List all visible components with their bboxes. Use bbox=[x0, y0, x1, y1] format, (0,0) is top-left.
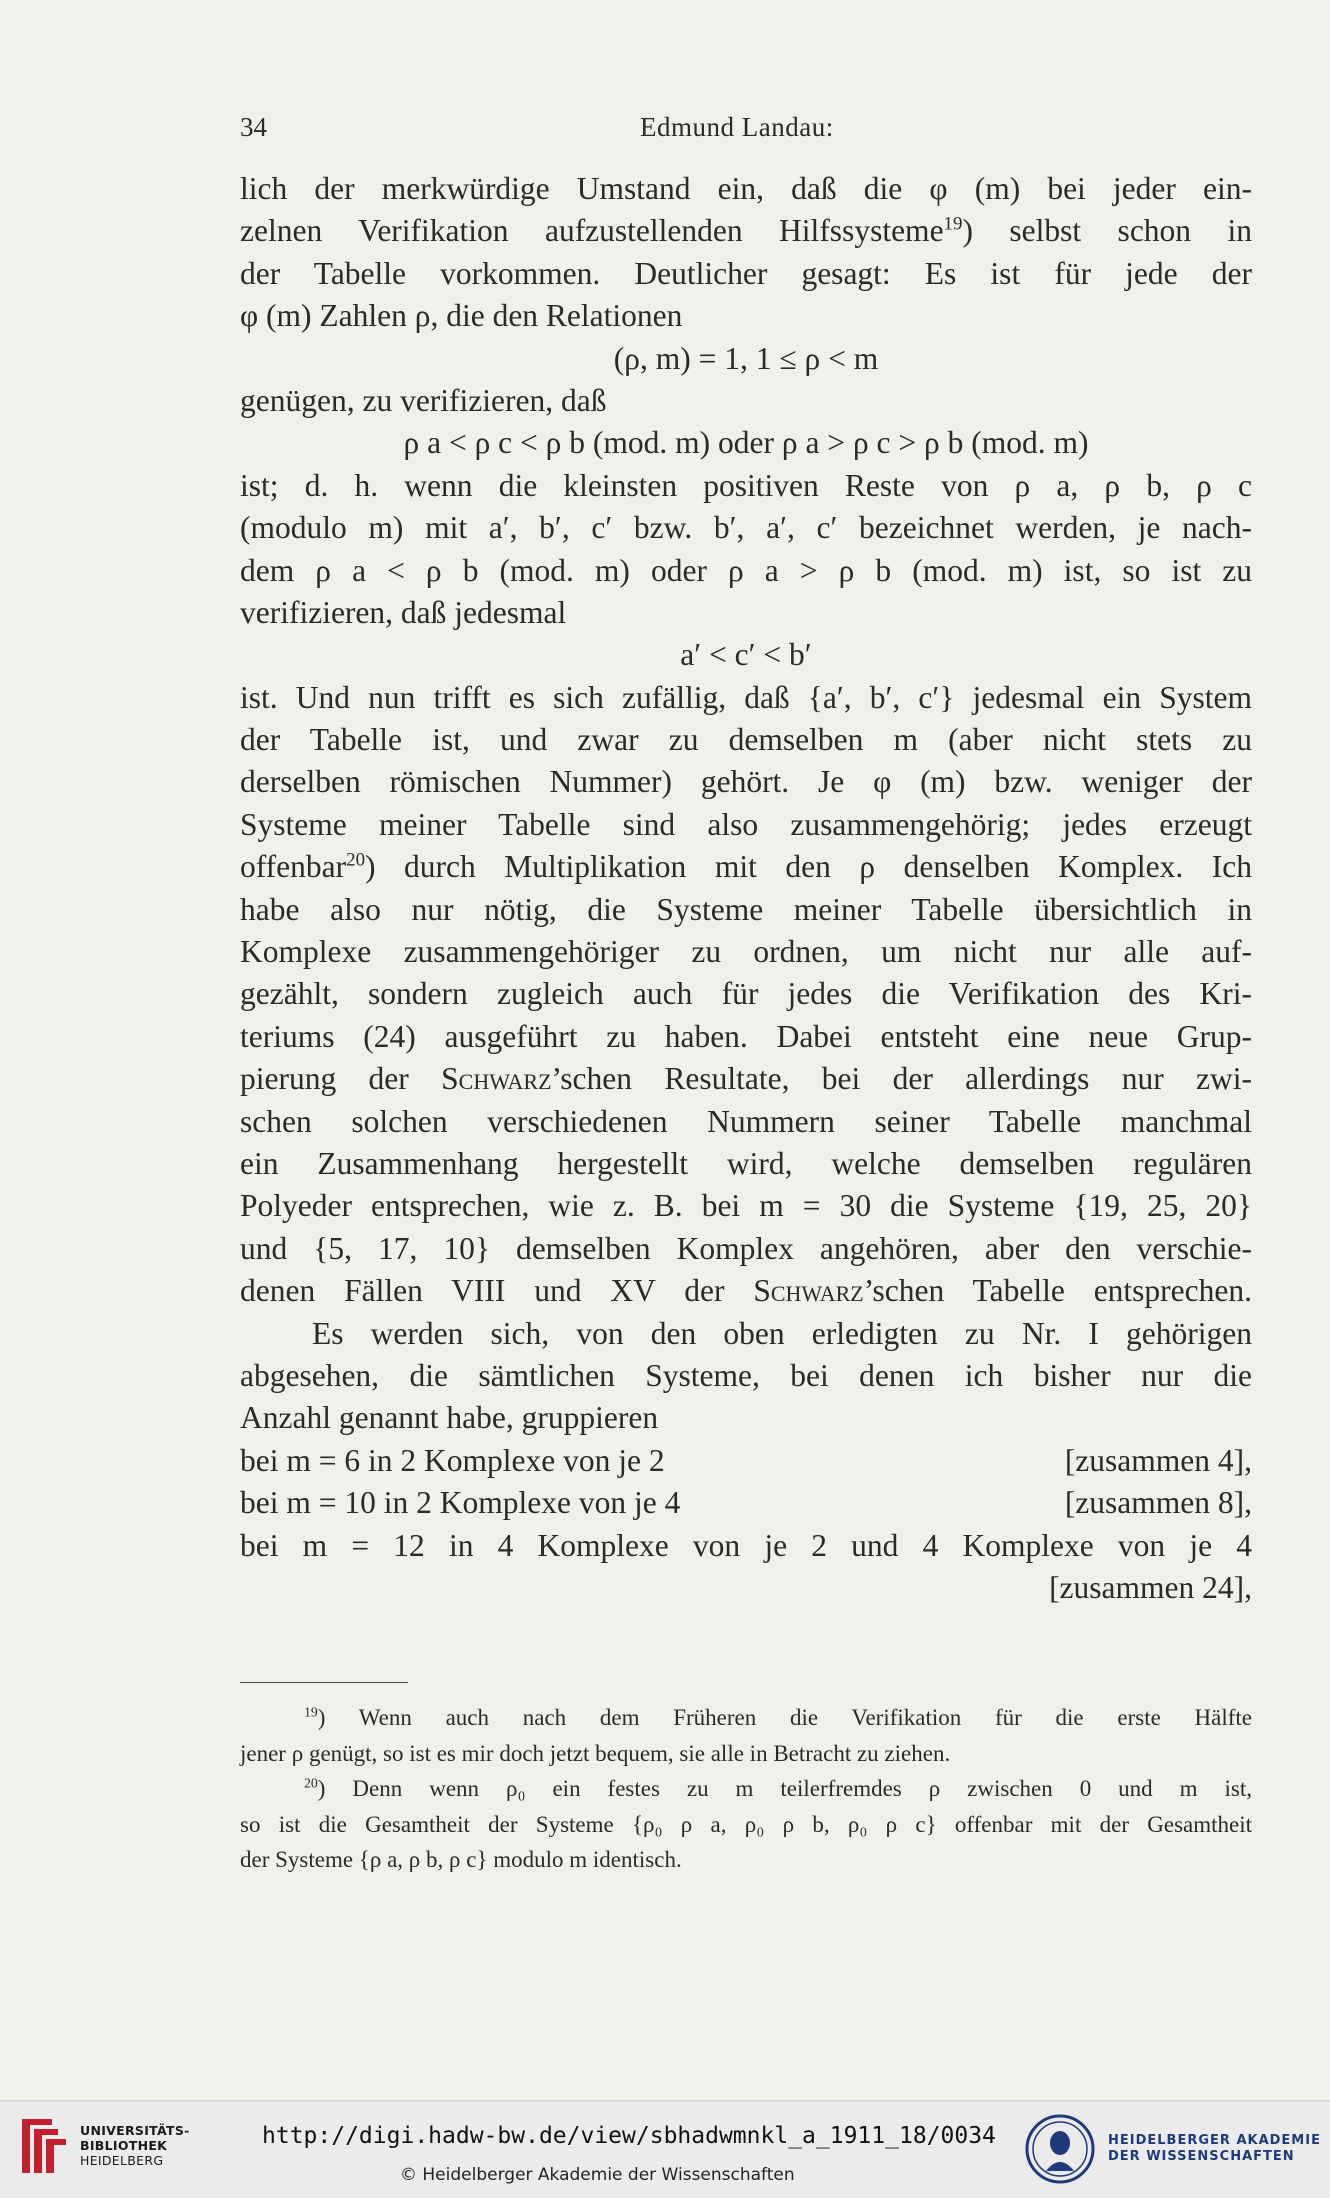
text-line: lich der merkwürdige Umstand ein, daß die φ (m) bei jeder ein- bbox=[240, 171, 1252, 206]
text-line: abgesehen, die sämtlichen Systeme, bei denen ich bisher nur die bbox=[240, 1357, 1252, 1393]
text-line: und {5, 17, 10} demselben Komplex angehören, aber den verschie- bbox=[240, 1230, 1252, 1266]
footnote-ref: 19 bbox=[943, 213, 963, 235]
grouping-row bbox=[240, 1567, 1252, 1609]
footnotes bbox=[240, 1700, 1252, 1878]
text-line: ist. Und nun trifft es sich zufällig, daß {a′, b′, c′} jedesmal ein System bbox=[240, 679, 1252, 715]
academy-seal-icon bbox=[1024, 2113, 1096, 2185]
grouping-row bbox=[240, 1482, 1252, 1524]
text-line: denen Fällen VIII und XV der Schwarz’schen Tabelle entsprechen. bbox=[240, 1273, 1252, 1309]
grouping-left: bei m = 10 in 2 Komplexe von je 4 bbox=[240, 1485, 681, 1521]
text-line: φ (m) Zahlen ρ, die den Relationen bbox=[240, 298, 683, 334]
text-line: dem ρ a < ρ b (mod. m) oder ρ a > ρ b (mod. m) ist, so ist zu bbox=[240, 552, 1252, 588]
copyright-notice: © Heidelberger Akademie der Wissenschaften bbox=[400, 2165, 795, 2185]
author-name: Schwarz bbox=[753, 1273, 864, 1309]
author-name: Schwarz bbox=[441, 1061, 552, 1097]
text-line: Systeme meiner Tabelle sind also zusammengehörig; jedes erzeugt bbox=[240, 806, 1252, 842]
footnote-19: $^{19}$) Wenn auch nach dem Früheren die Verifikation für die erste Hälfte bbox=[304, 1704, 1252, 1730]
library-name: UNIVERSITÄTS- BIBLIOTHEK HEIDELBERG bbox=[80, 2123, 190, 2168]
viewer-footer bbox=[0, 2100, 1330, 2198]
running-title: Edmund Landau: bbox=[640, 112, 834, 142]
formula: (ρ, m) = 1, 1 ≤ ρ < m bbox=[613, 340, 879, 376]
text-line: ein Zusammenhang hergestellt wird, welche demselben regulären bbox=[240, 1145, 1252, 1181]
text-line: habe also nur nötig, die Systeme meiner Tabelle übersichtlich in bbox=[240, 891, 1252, 927]
text-line: der Tabelle ist, und zwar zu demselben m (aber nicht stets zu bbox=[240, 722, 1252, 758]
page-number: 34 bbox=[240, 112, 267, 142]
text-line: Komplexe zusammengehöriger zu ordnen, um nicht nur alle auf- bbox=[240, 934, 1252, 970]
text-line: der Tabelle vorkommen. Deutlicher gesagt: Es ist für jede der bbox=[240, 255, 1252, 291]
footnote-ref: 20 bbox=[346, 849, 366, 871]
text-line: zelnen Verifikation aufzustellenden Hilfssysteme$^{19}$) selbst schon in bbox=[240, 213, 1252, 249]
text-line: genügen, zu verifizieren, daß bbox=[240, 382, 607, 418]
text-line: teriums (24) ausgeführt zu haben. Dabei entsteht eine neue Grup- bbox=[240, 1018, 1252, 1054]
formula: ρ a < ρ c < ρ b (mod. m) oder ρ a > ρ c > ρ b (mod. m) bbox=[403, 425, 1089, 461]
text-line: offenbar$^{20}$) durch Multiplikation mit den ρ denselben Komplex. Ich bbox=[240, 849, 1252, 885]
footnote-20: $^{20}$) Denn wenn ρ₀ ein festes zu m teilerfremdes ρ zwischen 0 und m ist, bbox=[304, 1775, 1252, 1801]
text-line: schen solchen verschiedenen Nummern seiner Tabelle manchmal bbox=[240, 1103, 1252, 1139]
text-line: derselben römischen Nummer) gehört. Je φ (m) bzw. weniger der bbox=[240, 764, 1252, 800]
page-header bbox=[240, 112, 1250, 152]
body-text bbox=[240, 168, 1252, 1609]
footnote-text: so ist die Gesamtheit der Systeme {ρ₀ ρ a, ρ₀ ρ b, ρ₀ ρ c} offenbar mit der Gesamtheit bbox=[240, 1811, 1252, 1837]
text-line: Es werden sich, von den oben erledigten zu Nr. I gehörigen bbox=[312, 1315, 1252, 1351]
grouping-left: bei m = 6 in 2 Komplexe von je 2 bbox=[240, 1442, 665, 1478]
text-line: verifizieren, daß jedesmal bbox=[240, 594, 567, 630]
permalink-url[interactable]: http://digi.hadw-bw.de/view/sbhadwmnkl_a_1911_18/0034 bbox=[262, 2123, 996, 2149]
text-line: Anzahl genannt habe, gruppieren bbox=[240, 1400, 659, 1436]
grouping-total: [zusammen 8], bbox=[1064, 1485, 1252, 1521]
footnote-divider bbox=[240, 1682, 408, 1683]
grouping-row bbox=[240, 1440, 1252, 1482]
text-line: Polyeder entsprechen, wie z. B. bei m = 30 die Systeme {19, 25, 20} bbox=[240, 1188, 1252, 1224]
text-line: gezählt, sondern zugleich auch für jedes die Verifikation des Kri- bbox=[240, 976, 1252, 1012]
footnote-text: der Systeme {ρ a, ρ b, ρ c} modulo m identisch. bbox=[240, 1847, 682, 1872]
grouping-row: bei m = 12 in 4 Komplexe von je 2 und 4 Komplexe von je 4 bbox=[240, 1527, 1252, 1563]
text-line: pierung der Schwarz’schen Resultate, bei der allerdings nur zwi- bbox=[240, 1061, 1252, 1097]
text-line: (modulo m) mit a′, b′, c′ bzw. b′, a′, c′ bezeichnet werden, je nach- bbox=[240, 510, 1252, 546]
grouping-total: [zusammen 4], bbox=[1064, 1442, 1252, 1478]
formula: a′ < c′ < b′ bbox=[680, 637, 812, 673]
text-line: ist; d. h. wenn die kleinsten positiven Reste von ρ a, ρ b, ρ c bbox=[240, 467, 1252, 503]
academy-name: HEIDELBERGER AKADEMIE DER WISSENSCHAFTEN bbox=[1108, 2133, 1321, 2164]
grouping-total: [zusammen 24], bbox=[1049, 1569, 1252, 1605]
footnote-text: jener ρ genügt, so ist es mir doch jetzt bequem, sie alle in Betracht zu ziehen. bbox=[240, 1740, 951, 1766]
library-logo-icon bbox=[14, 2115, 74, 2179]
